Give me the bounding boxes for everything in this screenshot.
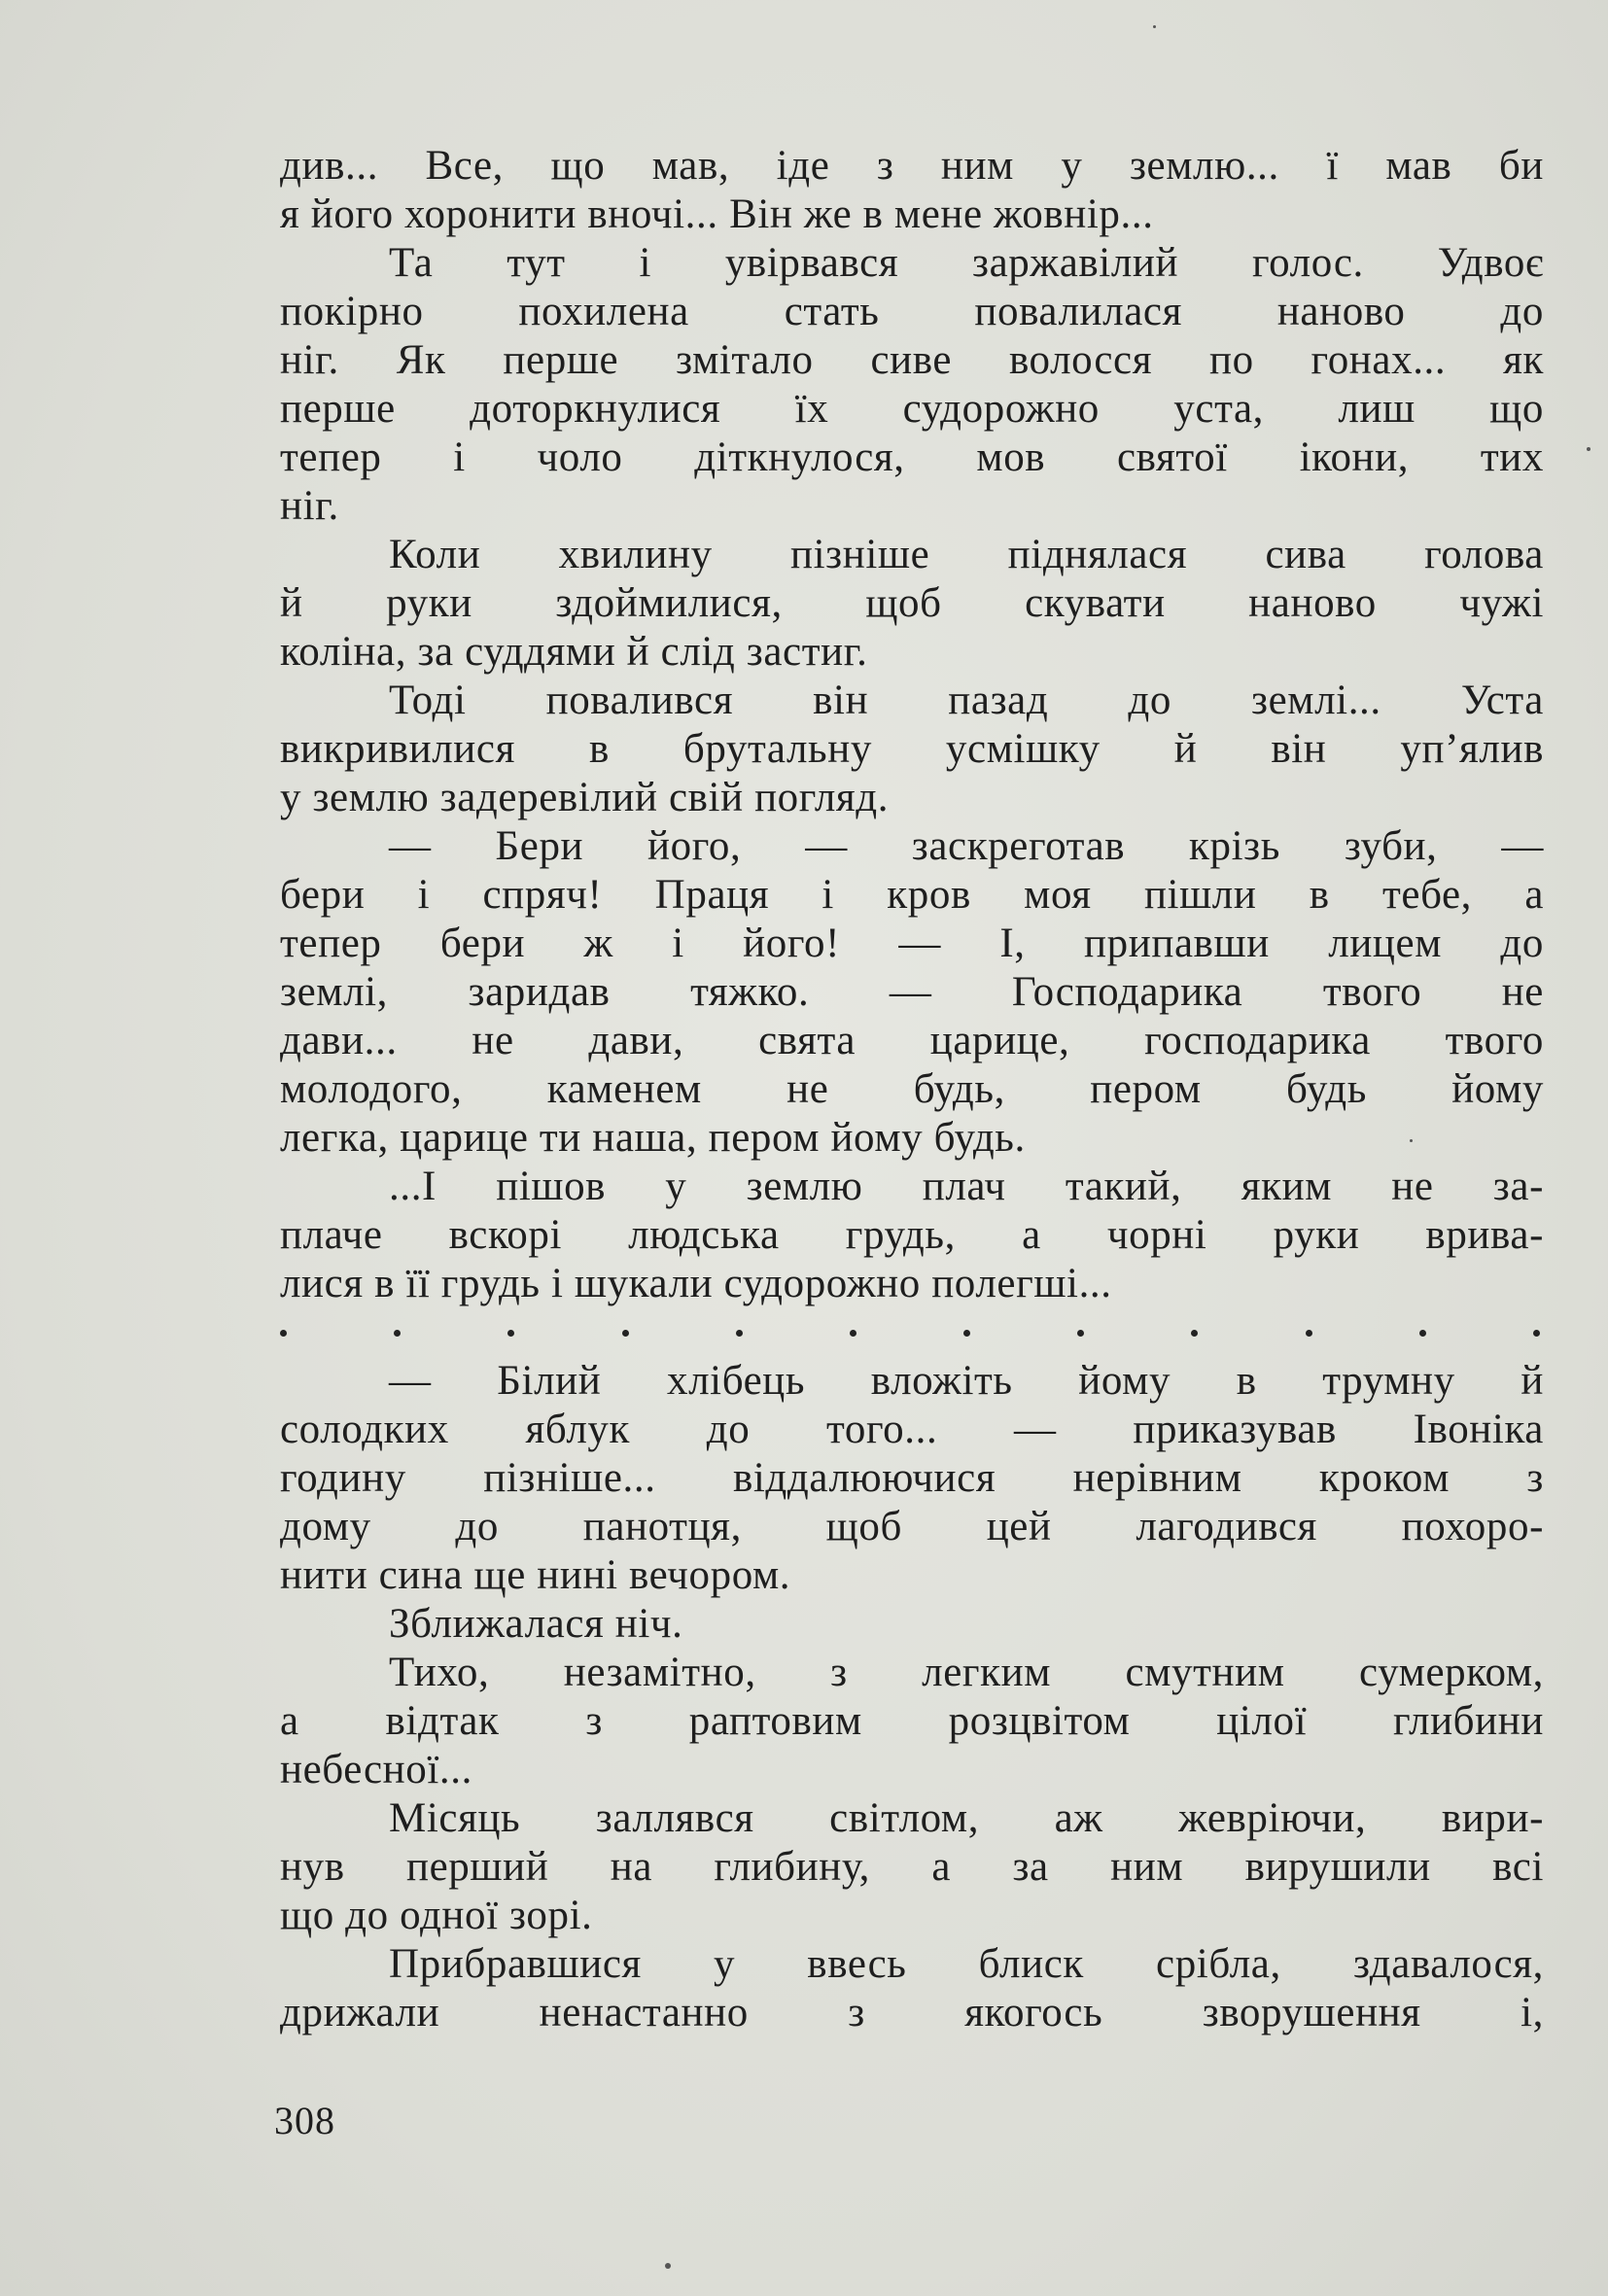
section-break-dots	[280, 1308, 1544, 1357]
paper-speck	[1410, 1139, 1413, 1142]
ellipsis-dot	[963, 1330, 970, 1337]
ellipsis-dot	[1533, 1330, 1540, 1337]
text-line: тепер бери ж і його! — І, припавши лицем до	[280, 921, 1544, 966]
text-line: солодких яблук до того... — приказував Івоніка	[280, 1407, 1544, 1452]
text-line: землі, заридав тяжко. — Господарика твого не	[280, 969, 1544, 1015]
text-line: Місяць заллявся світлом, аж жевріючи, вири-	[389, 1795, 1544, 1841]
text-line: — Бери його, — заскреготав крізь зуби, —	[389, 823, 1544, 869]
ellipsis-dot	[1191, 1330, 1198, 1337]
ellipsis-dot	[622, 1330, 629, 1337]
text-line: Тихо, незамітно, з легким смутним сумерком,	[389, 1650, 1544, 1695]
text-line: — Білий хлібець вложіть йому в трумну й	[389, 1358, 1544, 1404]
text-line: нити сина ще нині вечором.	[280, 1552, 791, 1598]
text-line: Тоді повалився він пазад до землі... Уста	[389, 678, 1544, 723]
text-line: див... Все, що мав, іде з ним у землю... ї мав би	[280, 143, 1544, 189]
text-line: нув перший на глибину, а за ним вирушили всі	[280, 1844, 1544, 1890]
text-line: ніг. Як перше змітало сиве волосся по гонах... як	[280, 337, 1544, 383]
ellipsis-dot	[1077, 1330, 1084, 1337]
text-line: що до одної зорі.	[280, 1893, 593, 1938]
text-line: коліна, за суддями й слід застиг.	[280, 629, 868, 675]
text-line: у землю задеревілий свій погляд.	[280, 775, 890, 820]
text-line: Коли хвилину пізніше піднялася сива голова	[389, 532, 1544, 577]
ellipsis-dot	[280, 1330, 287, 1337]
text-line: плаче вскорі людська грудь, а чорні руки врива-	[280, 1212, 1544, 1258]
text-line: покірно похилена стать повалилася наново до	[280, 289, 1544, 334]
text-line: годину пізніше... віддалюючися нерівним кроком з	[280, 1455, 1544, 1501]
text-line: тепер і чоло діткнулося, мов святої ікони, тих	[280, 435, 1544, 480]
ellipsis-dot	[736, 1330, 743, 1337]
text-line: а відтак з раптовим розцвітом цілої глибини	[280, 1698, 1544, 1744]
text-line: я його хоронити вночі... Він же в мене жовнір...	[280, 191, 1154, 237]
paper-speck	[1153, 25, 1156, 28]
paper-speck	[1587, 447, 1591, 451]
text-line: легка, царице ти наша, пером йому будь.	[280, 1115, 1026, 1161]
text-line: Прибравшися у ввесь блиск срібла, здавалося,	[389, 1941, 1544, 1987]
text-line: дрижали ненастанно з якогось зворушення і,	[280, 1990, 1544, 2035]
text-line: небесної...	[280, 1747, 472, 1792]
text-line: дави... не дави, свята царице, господарика твого	[280, 1018, 1544, 1063]
ellipsis-dot	[1419, 1330, 1426, 1337]
text-line: дому до панотця, щоб цей лагодився похоро-	[280, 1504, 1544, 1549]
text-line: Зближалася ніч.	[389, 1601, 683, 1647]
text-line: бери і спряч! Праця і кров моя пішли в тебе, а	[280, 872, 1544, 918]
ellipsis-dot	[850, 1330, 856, 1337]
paper-speck	[665, 2263, 671, 2269]
text-line: ніг.	[280, 483, 339, 529]
text-line: й руки здоймилися, щоб скувати наново чужі	[280, 580, 1544, 626]
text-line: молодого, каменем не будь, пером будь йому	[280, 1066, 1544, 1112]
text-line: перше доторкнулися їх судорожно уста, лиш що	[280, 386, 1544, 432]
text-line: викривилися в брутальну усмішку й він уп’ялив	[280, 726, 1544, 772]
page-number: 308	[274, 2099, 335, 2142]
text-line: лися в її грудь і шукали судорожно полегші...	[280, 1261, 1112, 1306]
text-line: Та тут і увірвався заржавілий голос. Удвоє	[389, 240, 1544, 286]
ellipsis-dot	[507, 1330, 514, 1337]
text-line: ...І пішов у землю плач такий, яким не за-	[389, 1164, 1544, 1209]
ellipsis-dot	[394, 1330, 401, 1337]
ellipsis-dot	[1306, 1330, 1312, 1337]
page-body-text	[280, 142, 1544, 2037]
